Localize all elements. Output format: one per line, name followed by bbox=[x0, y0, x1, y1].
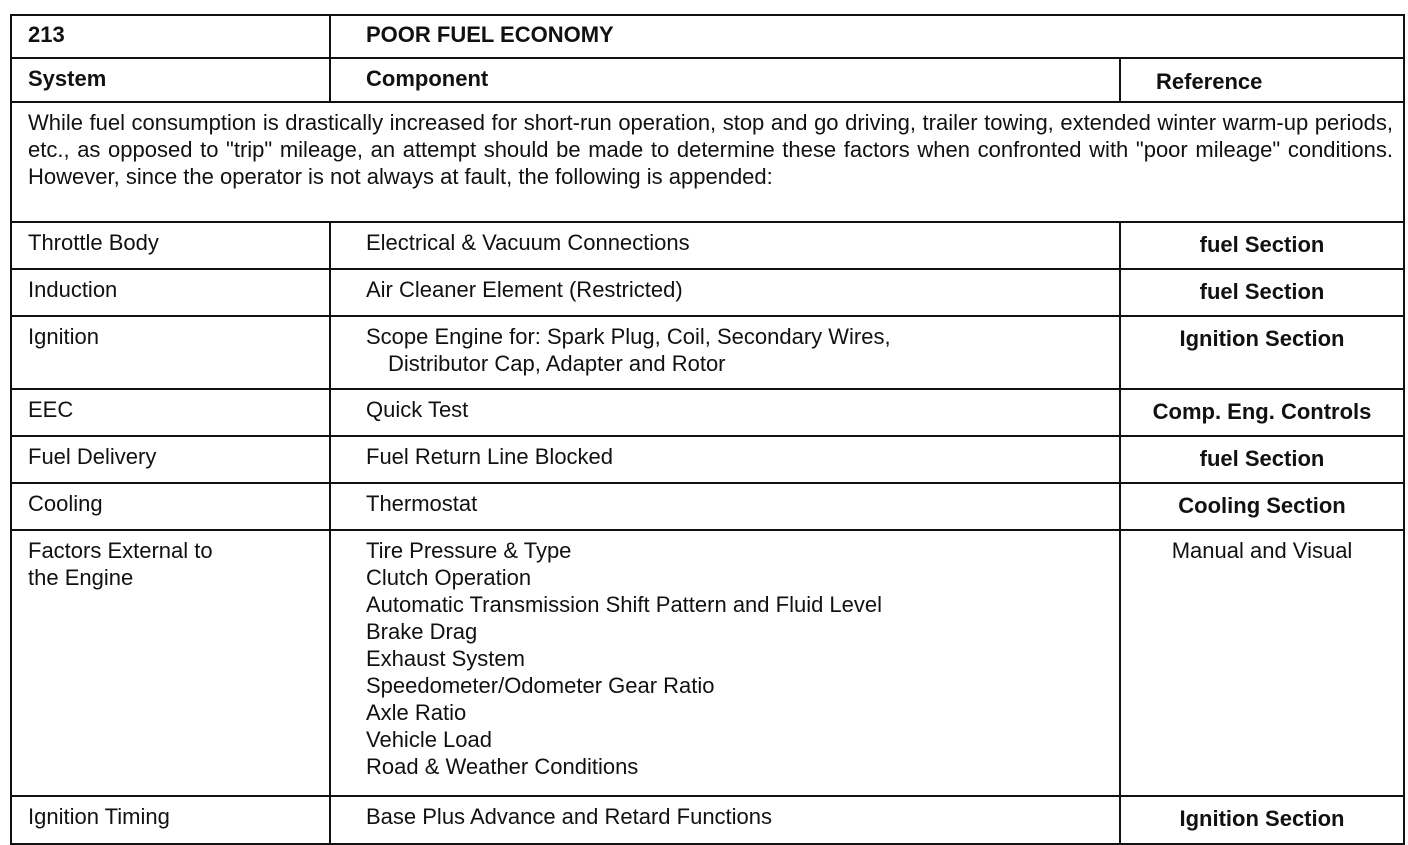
component-list-item: Speedometer/Odometer Gear Ratio bbox=[366, 673, 715, 698]
intro-paragraph: While fuel consumption is drastically increased for short-run operation, stop and go driving, trailer towing, extended winter warm-up periods, etc., as opposed to "trip" mileage, an attempt should be made to determine these factors when confronted with "poor mileage" conditions. However, since the operator is not always at fault, the following is appended: bbox=[11, 102, 1404, 222]
system-line: the Engine bbox=[28, 565, 134, 590]
table-row bbox=[11, 389, 1404, 436]
component-line: Distributor Cap, Adapter and Rotor bbox=[388, 351, 726, 376]
component-list-item: Vehicle Load bbox=[366, 727, 492, 752]
component-cell: Electrical & Vacuum Connections bbox=[330, 222, 1120, 269]
reference-cell: Cooling Section bbox=[1120, 483, 1404, 530]
table-row bbox=[11, 222, 1404, 269]
system-cell: Fuel Delivery bbox=[11, 436, 330, 483]
component-list-item: Brake Drag bbox=[366, 619, 478, 644]
component-cell bbox=[330, 316, 1120, 389]
header-row bbox=[11, 15, 1404, 58]
system-cell: Ignition bbox=[11, 316, 330, 389]
column-header-reference: Reference bbox=[1120, 58, 1404, 102]
component-list-cell bbox=[330, 530, 1120, 796]
reference-cell: fuel Section bbox=[1120, 436, 1404, 483]
procedure-code: 213 bbox=[11, 15, 330, 58]
component-list-item: Tire Pressure & Type bbox=[366, 538, 572, 563]
system-cell: Cooling bbox=[11, 483, 330, 530]
component-list-item: Axle Ratio bbox=[366, 700, 467, 725]
table-row bbox=[11, 483, 1404, 530]
component-cell: Air Cleaner Element (Restricted) bbox=[330, 269, 1120, 316]
reference-cell: fuel Section bbox=[1120, 269, 1404, 316]
component-list-item: Clutch Operation bbox=[366, 565, 532, 590]
intro-row bbox=[11, 102, 1404, 222]
procedure-title: POOR FUEL ECONOMY bbox=[330, 15, 1404, 58]
diagnosis-table bbox=[10, 14, 1405, 845]
system-cell: Ignition Timing bbox=[11, 796, 330, 844]
system-cell: EEC bbox=[11, 389, 330, 436]
diagnosis-sheet bbox=[10, 14, 1403, 831]
table-row bbox=[11, 269, 1404, 316]
table-row bbox=[11, 436, 1404, 483]
column-header-row bbox=[11, 58, 1404, 102]
component-cell: Base Plus Advance and Retard Functions bbox=[330, 796, 1120, 844]
table-row bbox=[11, 530, 1404, 796]
system-cell bbox=[11, 530, 330, 796]
component-list-item: Automatic Transmission Shift Pattern and Fluid Level bbox=[366, 592, 883, 617]
reference-cell: Comp. Eng. Controls bbox=[1120, 389, 1404, 436]
reference-cell: Ignition Section bbox=[1120, 316, 1404, 389]
system-cell: Induction bbox=[11, 269, 330, 316]
component-list-item: Exhaust System bbox=[366, 646, 525, 671]
system-line: Factors External to bbox=[28, 538, 213, 563]
table-row bbox=[11, 796, 1404, 844]
column-header-component: Component bbox=[330, 58, 1120, 102]
component-list-item: Road & Weather Conditions bbox=[366, 754, 639, 779]
system-cell: Throttle Body bbox=[11, 222, 330, 269]
table-row bbox=[11, 316, 1404, 389]
reference-cell: Manual and Visual bbox=[1120, 530, 1404, 796]
component-cell: Quick Test bbox=[330, 389, 1120, 436]
component-cell: Fuel Return Line Blocked bbox=[330, 436, 1120, 483]
component-cell: Thermostat bbox=[330, 483, 1120, 530]
component-line: Scope Engine for: Spark Plug, Coil, Secondary Wires, bbox=[366, 324, 891, 349]
reference-cell: fuel Section bbox=[1120, 222, 1404, 269]
column-header-system: System bbox=[11, 58, 330, 102]
reference-cell: Ignition Section bbox=[1120, 796, 1404, 844]
